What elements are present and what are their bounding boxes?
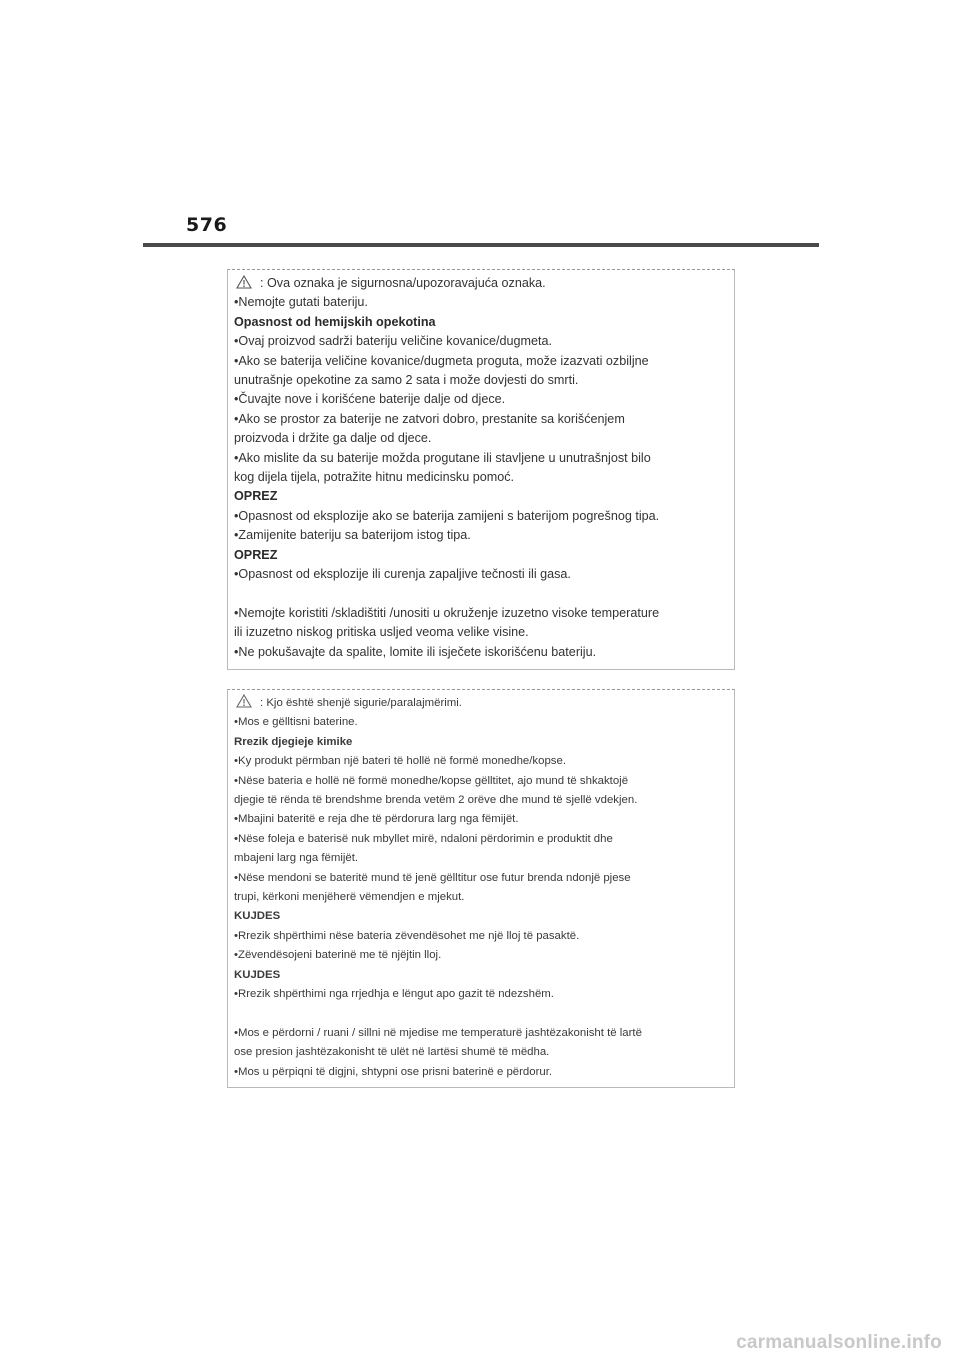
symbol-line (234, 694, 728, 713)
symbol-line-text: : Kjo është shenjë sigurie/paralajmërimi. (260, 697, 462, 709)
warning-text-line: •Mos e gëlltisni baterine. (234, 716, 358, 729)
warning-text-line: •Ako se prostor za baterije ne zatvori dobro, prestanite sa korišćenjem (234, 411, 625, 426)
blank-line (234, 585, 728, 604)
warning-text-line: •Mos u përpiqni të digjni, shtypni ose prisni baterinë e përdorur. (234, 1065, 553, 1078)
warning-text-line: •Rrezik shpërthimi nga rrjedhja e lëngut apo gazit të ndezshëm. (234, 988, 554, 1001)
blank-line (234, 1005, 728, 1024)
warning-text-line: •Čuvajte nove i korišćene baterije dalje od djece. (234, 392, 506, 407)
warning-heading: KUJDES (234, 968, 281, 981)
warning-heading: Rrezik djegieje kimike (234, 735, 353, 748)
watermark-logo: carmanualsonline.info (736, 1332, 942, 1353)
warning-heading: OPREZ (234, 489, 278, 504)
header-rule (143, 243, 819, 247)
warning-triangle-icon (236, 275, 252, 289)
warning-text-line: ili izuzetno niskog pritiska usljed veoma velike visine. (234, 625, 529, 640)
warning-text-line: kog dijela tijela, potražite hitnu medicinsku pomoć. (234, 470, 515, 485)
warning-heading: OPREZ (234, 547, 278, 562)
warning-text-line: •Nëse bateria e hollë në formë monedhe/kopse gëlltitet, ajo mund të shkaktojë (234, 774, 629, 787)
warning-lines (234, 713, 728, 1082)
warning-text-line: djegie të rënda të brendshme brenda vetëm 2 orëve dhe mund të sjellë vdekjen. (234, 794, 638, 807)
symbol-line-text: : Ova oznaka je sigurnosna/upozoravajuća oznaka. (260, 276, 546, 290)
warning-text-line: •Zamijenite bateriju sa baterijom istog tipa. (234, 528, 471, 543)
warning-lines (234, 293, 728, 662)
warning-text-line: •Nemojte koristiti /skladištiti /unositi u okruženje izuzetno visoke temperature (234, 605, 660, 620)
warning-text-line: •Mos e përdorni / ruani / sillni në mjedise me temperaturë jashtëzakonisht të lartë (234, 1026, 642, 1039)
warning-text-line: •Opasnost od eksplozije ako se baterija zamijeni s baterijom pogrešnog tipa. (234, 508, 660, 523)
warning-text-line: proizvoda i držite ga dalje od djece. (234, 431, 432, 446)
warning-text-line: •Nemojte gutati bateriju. (234, 295, 368, 310)
warning-text-line: •Ako se baterija veličine kovanice/dugmeta proguta, može izazvati ozbiljne (234, 353, 649, 368)
warning-text-line: •Ky produkt përmban një bateri të hollë në formë monedhe/kopse. (234, 755, 566, 768)
warning-heading: KUJDES (234, 910, 281, 923)
warning-text-line: trupi, kërkoni menjëherë vëmendjen e mjekut. (234, 891, 465, 904)
warning-text-line: unutrašnje opekotine za samo 2 sata i može dovjesti do smrti. (234, 373, 579, 388)
warning-text-line: •Rrezik shpërthimi nëse bateria zëvendësohet me një lloj të pasaktë. (234, 929, 580, 942)
warning-text-line: •Ne pokušavajte da spalite, lomite ili isječete iskorišćenu bateriju. (234, 644, 597, 659)
warning-triangle-icon (236, 694, 252, 708)
warning-text-line: ose presion jashtëzakonisht të ulët në lartësi shumë të mëdha. (234, 1046, 550, 1059)
warning-text-line: •Mbajini bateritë e reja dhe të përdorura larg nga fëmijët. (234, 813, 519, 826)
warning-text-line: •Ako mislite da su baterije možda progutane ili stavljene u unutrašnjost bilo (234, 450, 651, 465)
warning-heading: Opasnost od hemijskih opekotina (234, 314, 436, 329)
warning-text-line: •Ovaj proizvod sadrži bateriju veličine kovanice/dugmeta. (234, 334, 553, 349)
warning-text-line: •Opasnost od eksplozije ili curenja zapaljive tečnosti ili gasa. (234, 567, 571, 582)
symbol-line (234, 274, 728, 293)
bosnian-battery-warning-box (227, 269, 735, 670)
warning-text-line: mbajeni larg nga fëmijët. (234, 852, 359, 865)
albanian-battery-warning-box (227, 689, 735, 1088)
warning-text-line: •Nëse foleja e baterisë nuk mbyllet mirë, ndaloni përdorimin e produktit dhe (234, 832, 613, 845)
warning-text-line: •Zëvendësojeni baterinë me të njëjtin lloj. (234, 949, 442, 962)
warning-text-line: •Nëse mendoni se bateritë mund të jenë gëlltitur ose futur brenda ndonjë pjese (234, 871, 631, 884)
page-number: 576 (186, 214, 228, 236)
